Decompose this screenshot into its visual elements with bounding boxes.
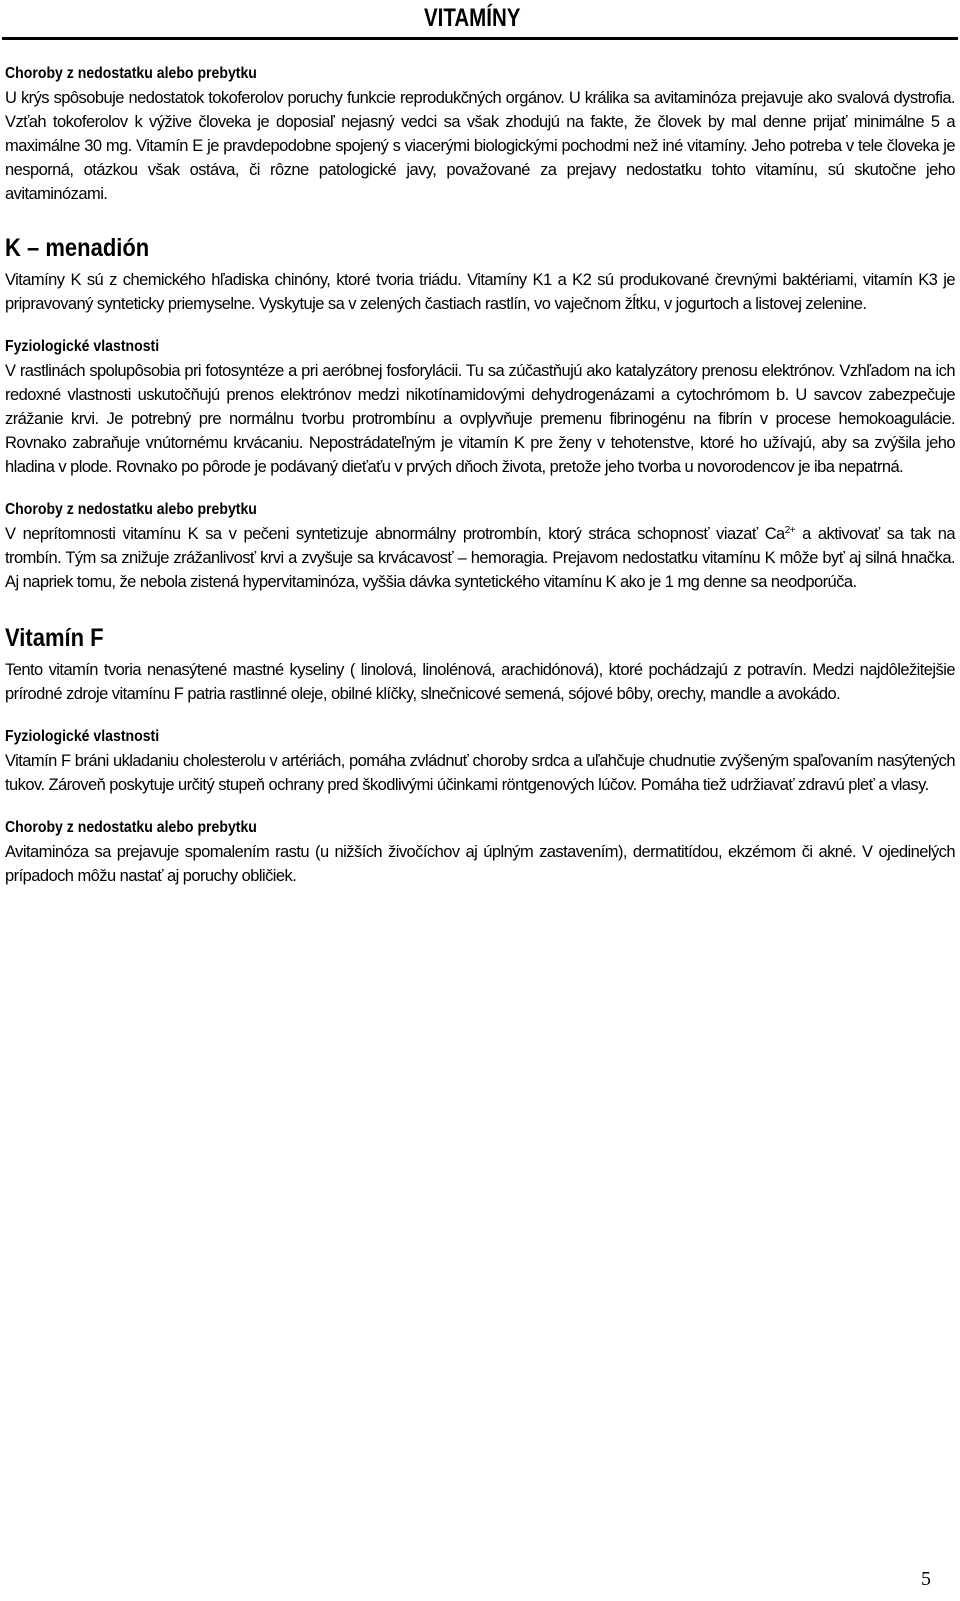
document-body (5, 62, 955, 888)
section-vitamin-f (5, 621, 955, 706)
section-k-physiology (5, 335, 955, 479)
page-number: 5 (921, 1568, 931, 1590)
paragraph: V rastlinách spolupôsobia pri fotosyntéze a pri aeróbnej fosforylácii. Tu sa zúčastňujú ako katalyzátory prenosu elektrónov. Vzhľadom na ich redoxné vlastnosti uskutočňujú prenos elektrónov medzi nikotínamidovými dehydrogenázami a cytochrómom b. U savcov zabezpečuje zrážanie krvi. Je potrebný pre normálnu tvorbu protrombínu a ovplyvňuje premenu fibrinogénu na fibrín v procese hemokoagulácie. Rovnako zabraňuje vnútornému krvácaniu. Nepostrádateľným je vitamín K pre ženy v tehotenstve, ktoré ho užívajú, aby sa zvýšila jeho hladina v plode. Rovnako po pôrode je podávaný dieťaťu v prvých dňoch života, pretože jeho tvorba u novorodencov je iba nepatrná. (5, 362, 955, 476)
chapter-heading: K – menadión (5, 234, 150, 262)
chapter-heading: Vitamín F (5, 624, 104, 652)
section-heading: Choroby z nedostatku alebo prebytku (5, 819, 257, 836)
section-heading: Choroby z nedostatku alebo prebytku (5, 501, 257, 518)
paragraph: Avitaminóza sa prejavuje spomalením rastu (u nižších živočíchov aj úplným zastavením), dermatitídou, ekzémom či akné. V ojedinelých prípadoch môžu nastať aj poruchy obličiek. (5, 843, 955, 885)
page-header (0, 0, 960, 40)
paragraph: Vitamín F bráni ukladaniu cholesterolu v artériách, pomáha zvládnuť choroby srdca a uľahčuje chudnutie zvýšeným spaľovaním nasýtených tukov. Zároveň poskytuje určitý stupeň ochrany pred škodlivými účinkami röntgenových lúčov. Pomáha tiež udržiavať zdravú pleť a vlasy. (5, 752, 955, 794)
section-heading: Choroby z nedostatku alebo prebytku (5, 65, 257, 82)
paragraph: Vitamíny K sú z chemického hľadiska chinóny, ktoré tvoria triádu. Vitamíny K1 a K2 sú produkované črevnými baktériami, vitamín K3 je pripravovaný synteticky priemyselne. Vyskytuje sa v zelených častiach rastlín, vo vaječnom žĺtku, v jogurtoch a listovej zelenine. (5, 271, 955, 313)
section-heading: Fyziologické vlastnosti (5, 338, 160, 355)
paragraph: Tento vitamín tvoria nenasýtené mastné kyseliny ( linolová, linolénová, arachidónová), ktoré pochádzajú z potravín. Medzi najdôležitejšie prírodné zdroje vitamínu F patria rastlinné oleje, obilné klíčky, slnečnicové semená, sójové bôby, orechy, mandle a avokádo. (5, 661, 955, 703)
section-f-deficiency (5, 816, 955, 888)
paragraph: U krýs spôsobuje nedostatok tokoferolov poruchy funkcie reprodukčných orgánov. U králika sa avitaminóza prejavuje ako svalová dystrofia. Vzťah tokoferolov k výžive človeka je doposiaľ nejasný vedci sa však zhodujú na fakte, že človek by mal denne prijať minimálne 5 a maximálne 30 mg. Vitamín E je pravdepodobne spojený s viacerými biologickými pochodmi než iné vitamíny. Jeho potreba v tele človeka je nesporná, otázkou však ostáva, či rôzne patologické javy, považované za prejavy nedostatku tohto vitamínu, sú skutočne jeho avitaminózami. (5, 89, 955, 203)
header-rule (2, 37, 958, 40)
paragraph-text: a aktivovať sa tak na trombín. Tým sa znižuje zrážanlivosť krvi a zvyšuje sa krvácavosť – hemoragia. Prejavom nedostatku vitamínu K môže byť aj silná hnačka. Aj napriek tomu, že nebola zistená hypervitaminóza, vyššia dávka syntetického vitamínu K ako je 1 mg denne sa neodporúča. (5, 525, 955, 591)
page-title: VITAMÍNY (424, 4, 521, 32)
superscript-charge: 2+ (784, 525, 795, 536)
section-k-menadion (5, 231, 955, 316)
paragraph-text: V neprítomnosti vitamínu K sa v pečeni syntetizuje abnormálny protrombín, ktorý stráca schopnosť viazať Ca (5, 525, 785, 543)
section-heading: Fyziologické vlastnosti (5, 728, 160, 745)
paragraph (5, 522, 955, 594)
section-e-deficiency (5, 62, 955, 206)
section-k-deficiency (5, 498, 955, 594)
section-f-physiology (5, 725, 955, 797)
